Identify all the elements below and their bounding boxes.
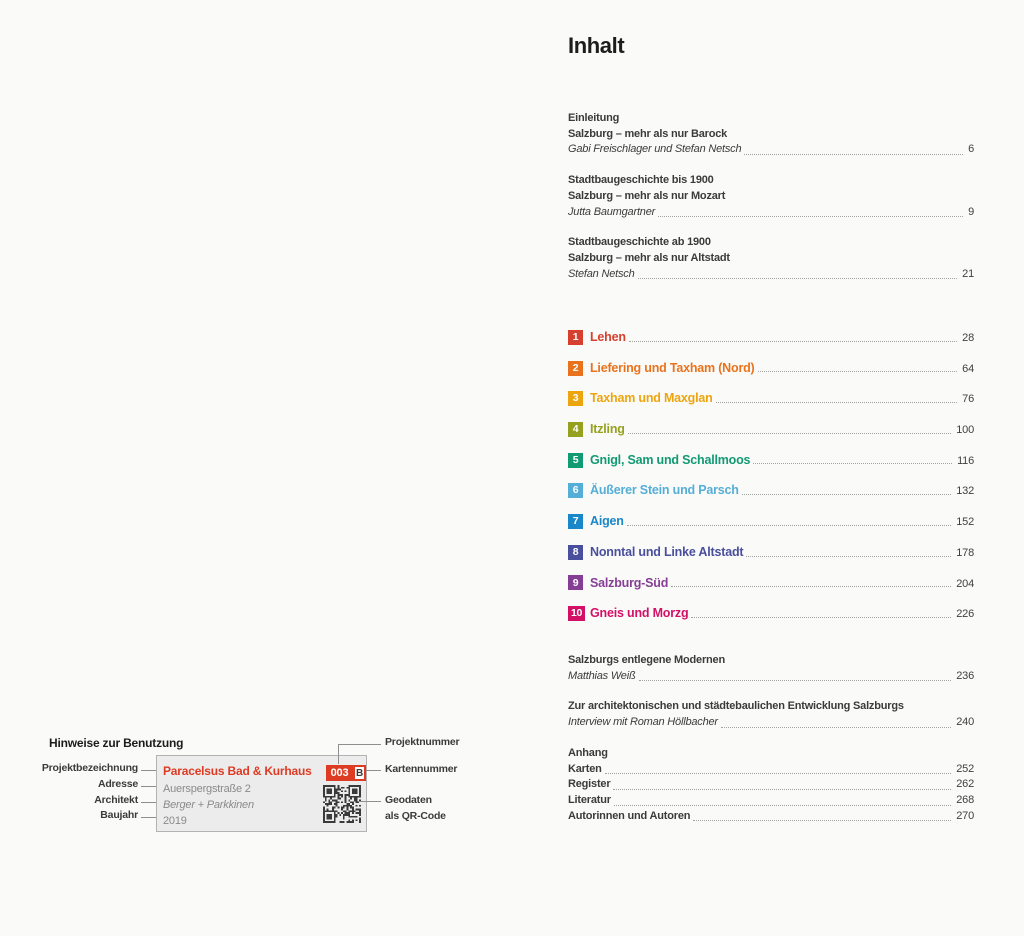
chapter-badge-slot bbox=[568, 361, 590, 376]
legend-label-projektnummer: Projektnummer bbox=[385, 736, 460, 748]
toc-entry-title: Einleitung bbox=[568, 112, 620, 124]
toc-entry-author: Jutta Baumgartner bbox=[568, 205, 656, 218]
anhang-item bbox=[568, 762, 974, 778]
connector-line bbox=[338, 744, 339, 764]
toc-entry-author: Stefan Netsch bbox=[568, 267, 635, 280]
chapter-number-badge: 1 bbox=[568, 330, 583, 345]
toc-entry bbox=[568, 235, 974, 282]
page-number: 270 bbox=[956, 809, 974, 822]
page-number: 262 bbox=[956, 778, 974, 791]
anhang-item bbox=[568, 809, 974, 825]
toc-entry bbox=[568, 699, 974, 730]
chapter-row bbox=[568, 537, 974, 568]
anhang-item bbox=[568, 793, 974, 809]
chapter-list bbox=[568, 322, 974, 629]
chapter-row bbox=[568, 475, 974, 506]
toc-entry-title: Zur architektonischen und städtebaulichen Entwicklung Salzburgs bbox=[568, 700, 904, 713]
chapter-badge-slot bbox=[568, 391, 590, 406]
dotted-leader bbox=[739, 475, 957, 506]
chapter-number-badge: 6 bbox=[568, 483, 583, 498]
legend-title: Hinweise zur Benutzung bbox=[49, 736, 184, 750]
dotted-leader bbox=[713, 383, 963, 414]
chapter-row bbox=[568, 322, 974, 353]
page-number: 28 bbox=[962, 332, 974, 344]
legend-left-label: Baujahr bbox=[100, 809, 138, 822]
page-number: 252 bbox=[956, 762, 974, 775]
chapter-number-badge: 4 bbox=[568, 422, 583, 437]
anhang-item-label: Karten bbox=[568, 762, 602, 775]
toc-entry-title: Stadtbaugeschichte bis 1900 bbox=[568, 174, 714, 187]
legend-label-kartennummer: Kartennummer bbox=[385, 763, 458, 775]
toc-entry bbox=[568, 173, 974, 220]
toc-entry-author-line bbox=[568, 715, 974, 731]
page-title: Inhalt bbox=[568, 33, 625, 58]
anhang-item-label: Literatur bbox=[568, 793, 611, 806]
toc-entry-author: Interview mit Roman Höllbacher bbox=[568, 716, 718, 729]
toc-entry-subtitle: Salzburg – mehr als nur Barock bbox=[568, 127, 728, 140]
anhang-items bbox=[568, 762, 974, 825]
page-number: 64 bbox=[962, 362, 974, 375]
dotted-leader bbox=[688, 598, 956, 629]
map-number: B bbox=[353, 765, 366, 781]
legend-label-geodaten bbox=[385, 793, 446, 825]
legend-left-label: Adresse bbox=[97, 777, 138, 790]
chapter-number-badge: 5 bbox=[568, 453, 583, 468]
chapter-title: Nonntal und Linke Altstadt bbox=[590, 544, 744, 559]
toc-entry bbox=[568, 111, 974, 158]
chapter-badge-slot bbox=[568, 330, 590, 345]
dotted-leader bbox=[602, 762, 957, 778]
toc-entry-author-line bbox=[568, 669, 974, 685]
dotted-leader bbox=[635, 267, 963, 283]
anhang-item-label: Autorinnen und Autoren bbox=[568, 809, 691, 822]
project-number: 003 bbox=[326, 765, 353, 781]
anhang-title: Anhang bbox=[568, 746, 608, 759]
chapter-badge-slot bbox=[568, 545, 590, 560]
chapter-number-badge: 10 bbox=[568, 606, 585, 621]
toc-entry-title: Stadtbaugeschichte ab 1900 bbox=[568, 236, 711, 249]
page-number: 132 bbox=[956, 485, 974, 498]
chapter-row bbox=[568, 414, 974, 445]
connector-line bbox=[338, 744, 381, 745]
page-number: 100 bbox=[956, 424, 974, 437]
project-year: 2019 bbox=[163, 815, 187, 827]
dotted-leader bbox=[624, 506, 957, 537]
dotted-leader bbox=[626, 322, 962, 353]
toc-entry-subtitle: Salzburg – mehr als nur Mozart bbox=[568, 189, 726, 202]
anhang-item-label: Register bbox=[568, 778, 611, 791]
chapter-title: Lehen bbox=[590, 330, 626, 344]
page-number: 152 bbox=[956, 516, 974, 529]
chapter-title: Aigen bbox=[590, 514, 624, 529]
chapter-number-badge: 8 bbox=[568, 545, 583, 560]
chapter-row bbox=[568, 445, 974, 476]
project-number-badge bbox=[326, 765, 366, 781]
page-number: 268 bbox=[956, 793, 974, 806]
connector-line bbox=[366, 770, 381, 771]
dotted-leader bbox=[655, 205, 968, 221]
chapter-title: Gneis und Morzg bbox=[590, 606, 689, 621]
project-address: Auerspergstraße 2 bbox=[163, 783, 251, 795]
chapter-number-badge: 3 bbox=[568, 391, 583, 406]
intro-sections bbox=[568, 111, 974, 297]
dotted-leader bbox=[625, 414, 957, 445]
toc-entry-author-line bbox=[568, 142, 974, 158]
dotted-leader bbox=[755, 353, 963, 384]
page-number: 6 bbox=[968, 143, 974, 156]
page-number: 240 bbox=[956, 716, 974, 729]
chapter-title: Liefering und Taxham (Nord) bbox=[590, 360, 755, 375]
legend-label-geodaten-line2: als QR-Code bbox=[385, 809, 446, 822]
dotted-leader bbox=[743, 537, 956, 568]
page-number: 21 bbox=[962, 267, 974, 280]
connector-line bbox=[361, 801, 381, 802]
page-number: 9 bbox=[968, 205, 974, 218]
toc-entry-author-line bbox=[568, 267, 974, 283]
toc-entry-author-line bbox=[568, 205, 974, 221]
dotted-leader bbox=[610, 777, 956, 793]
chapter-title: Gnigl, Sam und Schallmoos bbox=[590, 452, 751, 467]
page-number: 76 bbox=[962, 393, 974, 406]
chapter-row bbox=[568, 598, 974, 629]
chapter-title: Taxham und Maxglan bbox=[590, 391, 713, 406]
chapter-badge-slot bbox=[568, 575, 590, 590]
chapter-row bbox=[568, 506, 974, 537]
project-name: Paracelsus Bad & Kurhaus bbox=[163, 764, 312, 778]
qr-code-icon bbox=[323, 785, 361, 823]
page-number: 226 bbox=[956, 608, 974, 621]
legend-left-labels bbox=[10, 761, 138, 824]
page-number: 178 bbox=[956, 546, 974, 559]
legend-left-label: Projektbezeichnung bbox=[41, 762, 138, 774]
sample-project-card bbox=[156, 755, 367, 832]
anhang-item bbox=[568, 777, 974, 793]
toc-entry-author: Gabi Freischlager und Stefan Netsch bbox=[568, 143, 742, 156]
chapter-badge-slot bbox=[568, 606, 590, 621]
chapter-number-badge: 2 bbox=[568, 361, 583, 376]
outro-block bbox=[568, 653, 974, 824]
chapter-number-badge: 7 bbox=[568, 514, 583, 529]
chapter-title: Äußerer Stein und Parsch bbox=[590, 483, 739, 498]
toc-entry-author: Matthias Weiß bbox=[568, 669, 636, 682]
dotted-leader bbox=[668, 568, 956, 599]
project-architect: Berger + Parkkinen bbox=[163, 799, 254, 811]
dotted-leader bbox=[636, 669, 957, 685]
page-number: 116 bbox=[957, 454, 974, 467]
dotted-leader bbox=[750, 445, 957, 476]
chapter-badge-slot bbox=[568, 422, 590, 437]
chapter-badge-slot bbox=[568, 453, 590, 468]
toc-entry-title: Salzburgs entlegene Modernen bbox=[568, 654, 725, 666]
chapter-row bbox=[568, 568, 974, 599]
outro-sections bbox=[568, 653, 974, 731]
legend-label-geodaten-line1: Geodaten bbox=[385, 794, 432, 806]
legend-left-label: Architekt bbox=[94, 793, 138, 806]
chapter-title: Itzling bbox=[590, 422, 625, 437]
dotted-leader bbox=[690, 809, 956, 825]
dotted-leader bbox=[718, 715, 956, 731]
chapter-row bbox=[568, 353, 974, 384]
toc-entry-subtitle: Salzburg – mehr als nur Altstadt bbox=[568, 251, 730, 264]
chapter-number-badge: 9 bbox=[568, 575, 583, 590]
dotted-leader bbox=[611, 793, 956, 809]
page-number: 236 bbox=[956, 669, 974, 682]
chapter-row bbox=[568, 383, 974, 414]
page-number: 204 bbox=[956, 577, 974, 590]
chapter-title: Salzburg-Süd bbox=[590, 575, 669, 590]
toc-entry bbox=[568, 653, 974, 684]
dotted-leader bbox=[741, 142, 968, 158]
chapter-badge-slot bbox=[568, 514, 590, 529]
chapter-badge-slot bbox=[568, 483, 590, 498]
